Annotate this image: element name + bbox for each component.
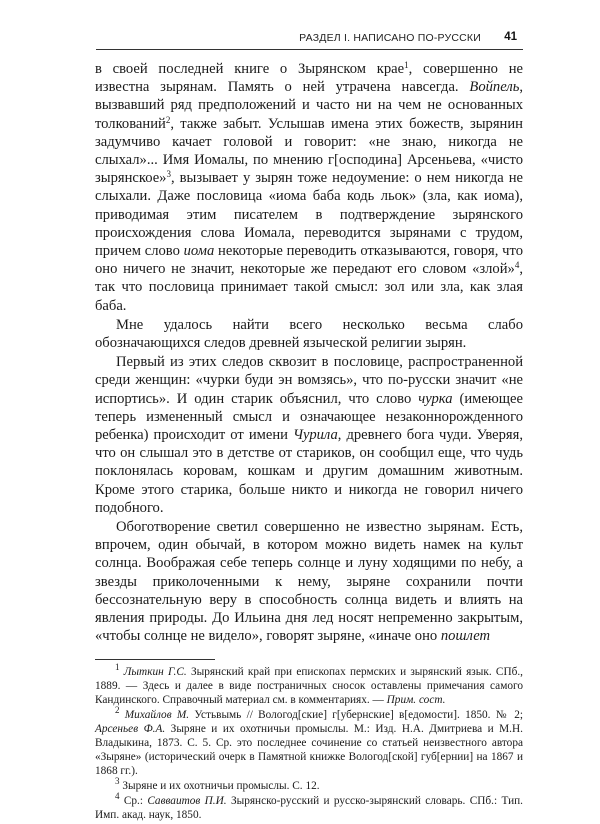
text-run: в своей последней книге о Зырянском крае bbox=[95, 61, 405, 77]
footnote-number: 4 bbox=[115, 791, 120, 802]
text-run: некоторые переводить отказываются, говоря, что оно ничего не значит, некоторые же передают его словом «злой» bbox=[95, 243, 523, 278]
footnote-number: 1 bbox=[115, 661, 120, 672]
text-run: , так что пословица принимает такой смысл: зол или зла, как злая баба. bbox=[95, 261, 523, 314]
footnote-author: Савваитов П.И. bbox=[147, 795, 227, 808]
footnote-number: 3 bbox=[115, 776, 120, 787]
footnote-number: 2 bbox=[115, 704, 120, 715]
text-run: , совершенно не известна зырянам. Память о ней утрачена навсегда. bbox=[95, 61, 523, 96]
footnote-ref-3: 3 bbox=[166, 169, 171, 180]
footnote-author: Арсеньев Ф.А. bbox=[95, 722, 166, 735]
footnotes bbox=[95, 659, 523, 823]
footnote-ref-1: 1 bbox=[404, 60, 409, 70]
paragraph-2: Мне удалось найти всего несколько весьма слабо обозначающихся следов древней языческой религии зырян. bbox=[95, 316, 523, 352]
italic-term: Войпель bbox=[469, 79, 520, 96]
text-run: , также забыт. Услышав имена этих божеств, зырянин задумчиво качает головой и говорит: «не знаю, никогда не слыхал»... Имя Иомалы, по мнению г[осподина] Арсеньева, «чисто зырянское» bbox=[95, 115, 523, 187]
footnote-2 bbox=[95, 704, 524, 778]
footnote-text: Ср.: bbox=[119, 795, 148, 808]
page-number: 41 bbox=[504, 31, 517, 43]
header-rule bbox=[96, 49, 523, 50]
italic-term: пошлет bbox=[440, 628, 491, 645]
text-run: (имеющее теперь измененный смысл и означающее незаконнорожденного ребенка) происходит от имени bbox=[95, 390, 523, 444]
footnote-1 bbox=[95, 661, 523, 707]
text-run: Первый из этих следов сквозит в пословице, распространенной среди женщин: «чурки буди эн вомзясь», что по-русски значит «не испортись». И один старик объяснил, что слово bbox=[95, 354, 523, 407]
italic-term: Чурила bbox=[293, 427, 338, 444]
text-run: , древнего бога чуди. Уверяя, что он слышал это в детстве от стариков, он сообщил еще, что чудь поклонялась коровам, кошкам и другим домашним животным. Кроме этого старика, больше никто и никогда не говорил ничего подобного. bbox=[95, 427, 523, 516]
running-header bbox=[0, 30, 523, 50]
footnote-text: Зырянский край при епископах пермских и зырянский язык. СПб., 1889. — Здесь и далее в виде постраничных сносок оставлены примечания самого Кандинского. Справочный материал см. в комментариях. — bbox=[95, 665, 523, 706]
footnote-separator bbox=[95, 659, 215, 660]
footnote-4 bbox=[95, 791, 523, 822]
text-run: , вызывает у зырян тоже недоумение: о нем никогда не слыхали. Даже пословица «иома баба кодь льок» (зла, как иома), приводимая этим писателем в подтверждение зырянского происхождения слова Иомала, переводится зырянами с трудом, причем слово bbox=[95, 170, 523, 260]
footnote-author: Михайлов М. bbox=[124, 708, 190, 721]
section-title: РАЗДЕЛ I. НАПИСАНО ПО-РУССКИ bbox=[299, 32, 481, 44]
footnote-ref-4: 4 bbox=[514, 260, 520, 271]
footnote-text: Зыряне и их охотничьи промыслы. М.: Изд. Н.А. Дмитриева и М.Н. Владыкина, 1873. С. 5. Ср. это последнее сочинение со статьей неизвестного автора «Зыряне» (исторический очерк в Памятной книжке Вологод[ской] губ[ернии] на 1867 и 1868 гг.). bbox=[95, 722, 523, 778]
footnote-ref-2: 2 bbox=[165, 114, 171, 125]
paragraph-4 bbox=[95, 518, 523, 645]
page-content bbox=[95, 60, 523, 824]
italic-term: иома bbox=[183, 243, 215, 260]
footnote-3 bbox=[95, 776, 523, 793]
footnote-text: Устьвымь // Вологод[ские] г[убернские] в[едомости]. 1850. № 2; bbox=[189, 708, 524, 721]
text-run: Обоготворение светил совершенно не известно зырянам. Есть, впрочем, один обычай, в котором можно видеть намек на культ солнца. Воображая себе теперь солнце и луну ходящими по небу, а звезды приколоченными к нему, зыряне сохранили почти бессознательную веру в способность солнца видеть и влиять на явления природы. До Ильина дня лед носят непременно закрытым, «чтобы солнце не видело», говорят зыряне, «иначе оно bbox=[95, 519, 523, 645]
text-run: , вызвавший ряд предположений и часто ни на чем не основанных толкований bbox=[95, 79, 523, 132]
italic-term: чурка bbox=[418, 390, 453, 407]
footnote-text: Зыряне и их охотничьи промыслы. С. 12. bbox=[119, 780, 320, 793]
body-text bbox=[95, 60, 523, 646]
footnote-note: Прим. сост. bbox=[386, 693, 446, 706]
paragraph-3 bbox=[95, 353, 523, 517]
footnote-author: Лыткин Г.С. bbox=[123, 665, 187, 678]
footnote-text: Зырянско-русский и русско-зырянский словарь. СПб.: Тип. Имп. акад. наук, 1850. bbox=[95, 795, 523, 822]
paragraph-1 bbox=[95, 60, 523, 315]
